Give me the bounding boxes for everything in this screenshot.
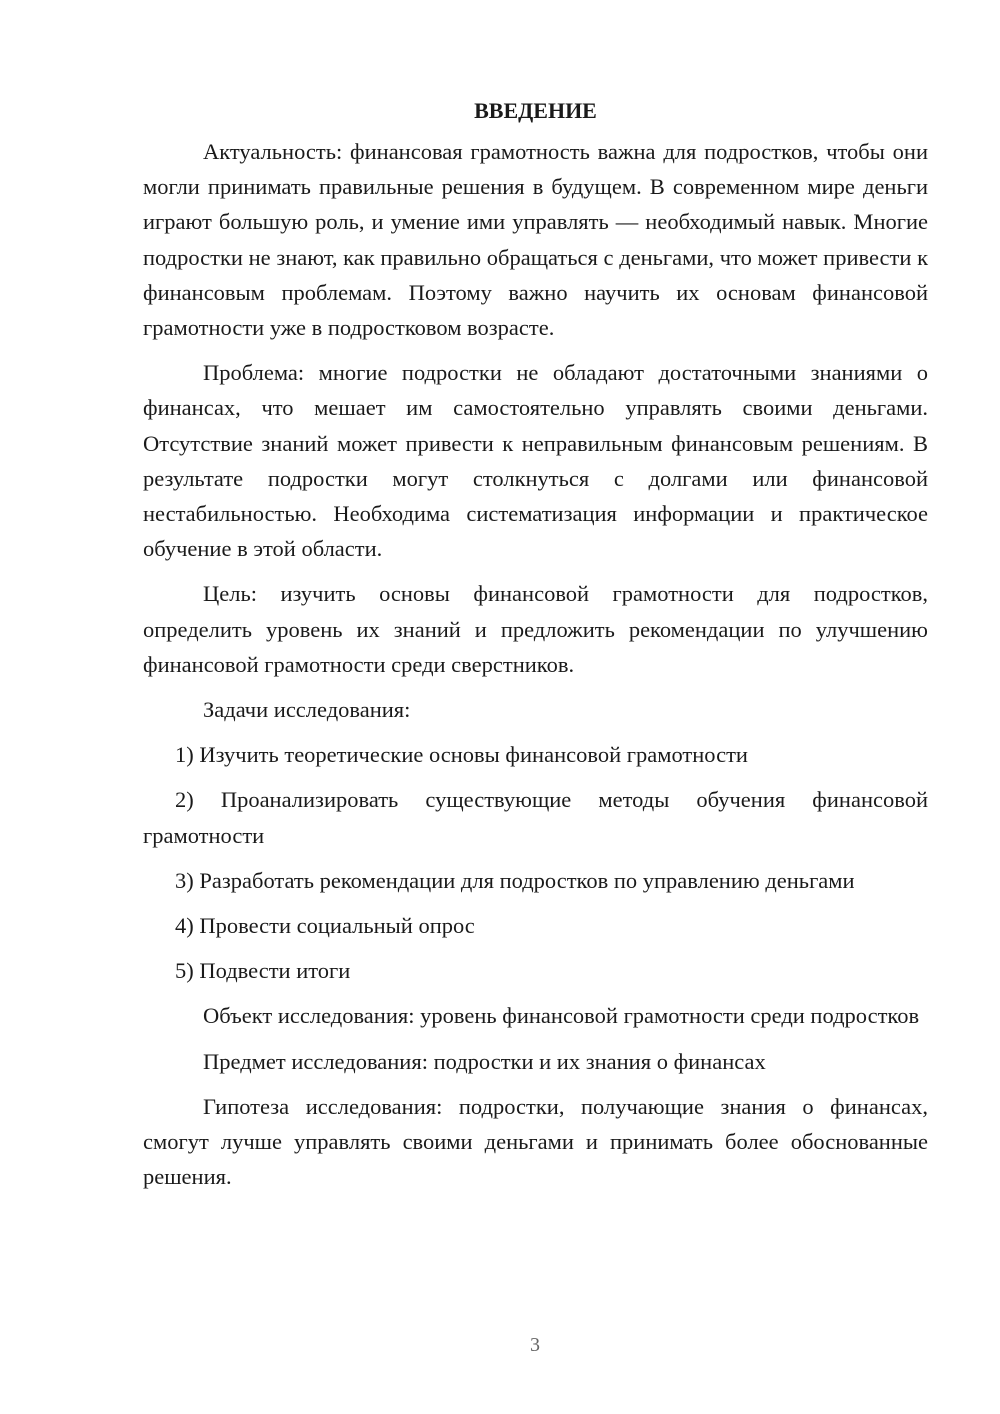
task-item-5: 5) Подвести итоги — [175, 958, 351, 984]
task-item-1: 1) Изучить теоретические основы финансовой грамотности — [175, 742, 748, 768]
tasks-heading: Задачи исследования: — [203, 697, 411, 723]
paragraph-subject: Предмет исследования: подростки и их знания о финансах — [203, 1048, 766, 1074]
paragraph-hypothesis: Гипотеза исследования: подростки, получающие знания о финансах, смогут лучше управлять своими деньгами и принимать более обоснованные решения. — [143, 1093, 928, 1190]
task-item-4: 4) Провести социальный опрос — [175, 913, 475, 939]
paragraph-problem: Проблема: многие подростки не обладают достаточными знаниями о финансах, что мешает им самостоятельно управлять своими деньгами. Отсутствие знаний может привести к неправильным финансовым решениям. В результате подростки могут столкнуться с долгами или финансовой нестабильностью. Необходима систематизация информации и практическое обучение в этой области. — [143, 360, 928, 562]
document-page — [143, 96, 928, 1204]
paragraph-goal: Цель: изучить основы финансовой грамотности для подростков, определить уровень их знаний и предложить рекомендации по улучшению финансовой грамотности среди сверстников. — [143, 581, 928, 677]
paragraph-object: Объект исследования: уровень финансовой грамотности среди подростков — [203, 1003, 920, 1029]
paragraph-relevance: Актуальность: финансовая грамотность важна для подростков, чтобы они могли принимать правильные решения в будущем. В современном мире деньги играют большую роль, и умение ими управлять — необходимый навык. Многие подростки не знают, как правильно обращаться с деньгами, что может привести к финансовым проблемам. Поэтому важно научить их основам финансовой грамотности уже в подростковом возрасте. — [143, 139, 928, 341]
task-item-3: 3) Разработать рекомендации для подростков по управлению деньгами — [175, 867, 855, 893]
page-title: ВВЕДЕНИЕ — [474, 98, 597, 123]
page-number: 3 — [530, 1334, 540, 1356]
task-item-2: 2) Проанализировать существующие методы обучения финансовой грамотности — [143, 787, 928, 848]
